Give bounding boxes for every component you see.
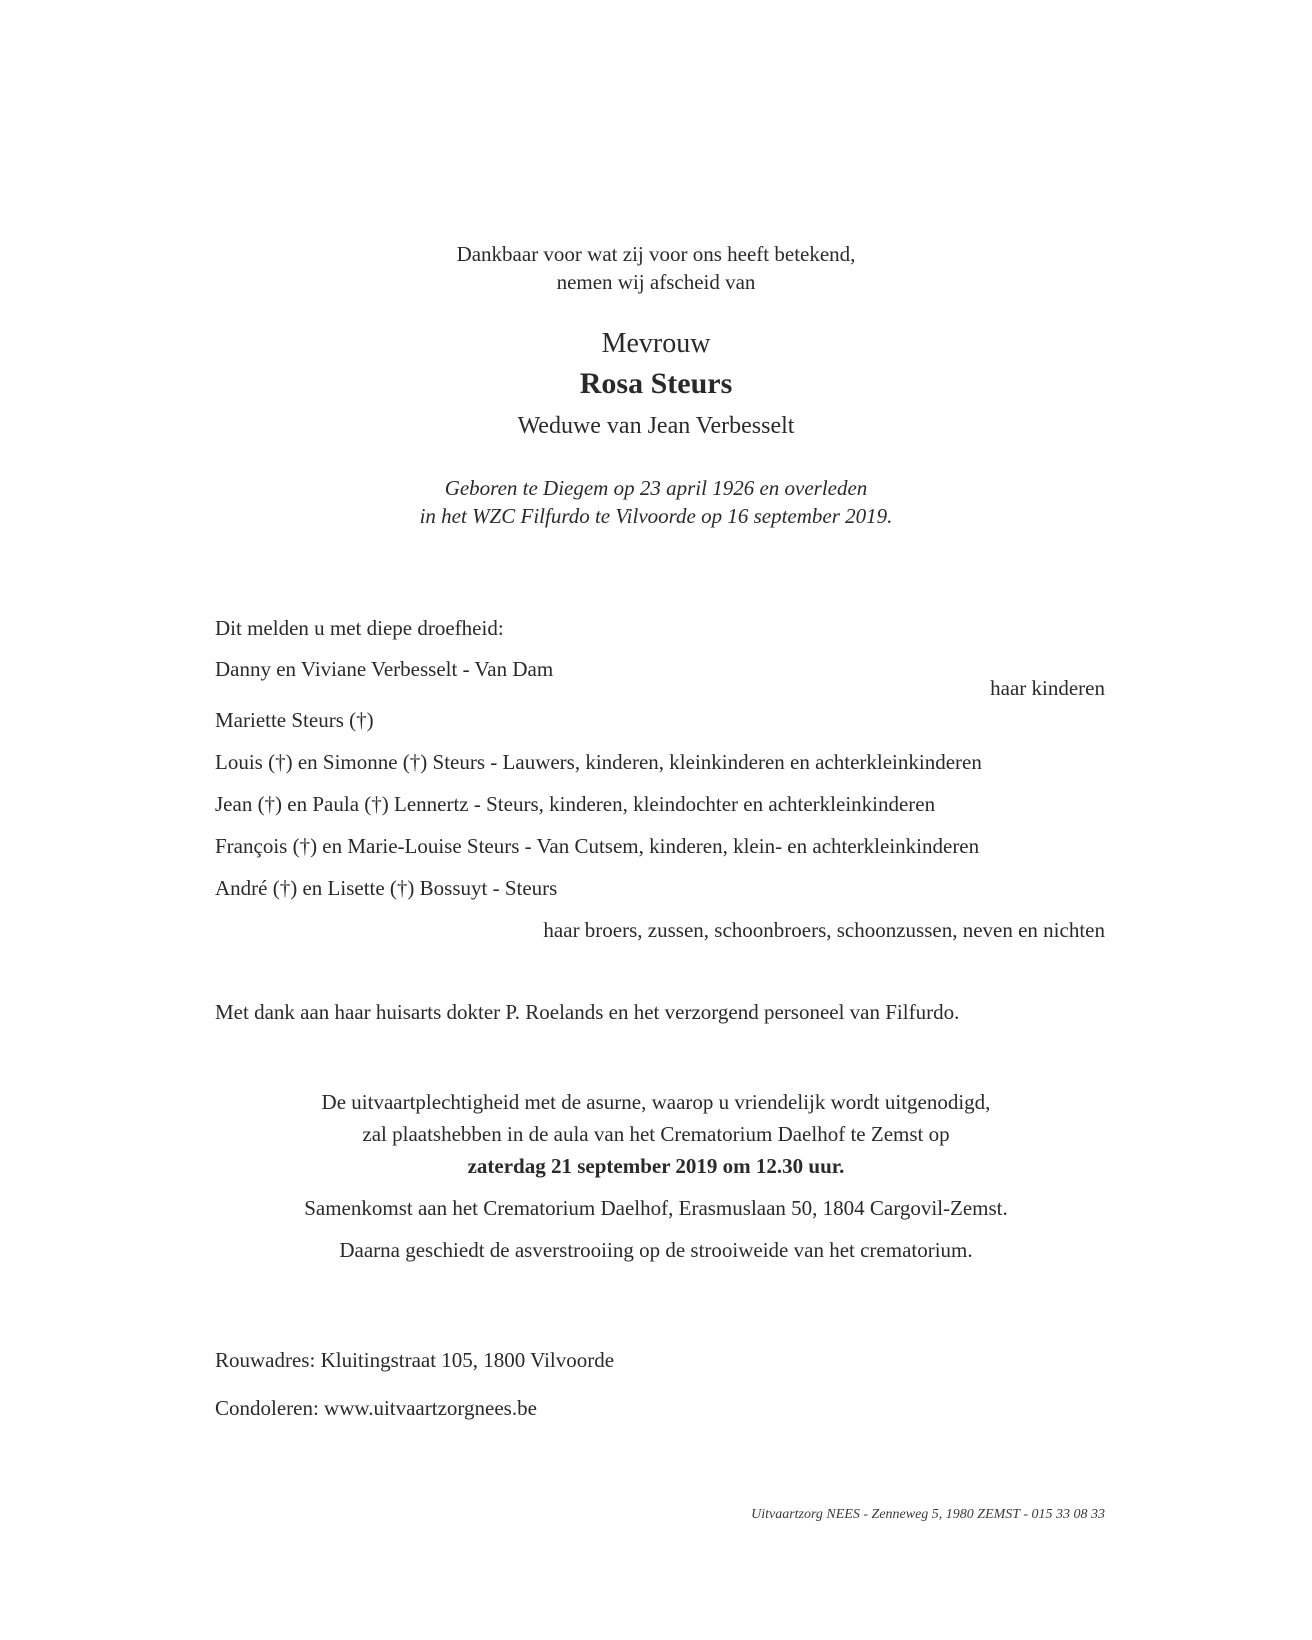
- sibling-entry: Mariette Steurs (†): [215, 708, 374, 732]
- announcement-heading: Dit melden u met diepe droefheid:: [215, 616, 504, 640]
- sibling-entry: Louis (†) en Simonne (†) Steurs - Lauwers, kinderen, kleinkinderen en achterkleinkinderen: [215, 750, 982, 774]
- intro-line-1: Dankbaar voor wat zij voor ons heeft betekend,: [456, 242, 856, 266]
- widow-of: Weduwe van Jean Verbesselt: [517, 413, 795, 439]
- children-relation: haar kinderen: [990, 676, 1105, 700]
- sibling-entry: François (†) en Marie-Louise Steurs - Van Cutsem, kinderen, klein- en achterkleinkinderen: [215, 834, 980, 858]
- ceremony-line-2: zal plaatshebben in de aula van het Crematorium Daelhof te Zemst op: [362, 1122, 950, 1146]
- funeral-home-footer: Uitvaartzorg NEES - Zenneweg 5, 1980 ZEMST - 015 33 08 33: [751, 1507, 1105, 1522]
- birth-death-line-1: Geboren te Diegem op 23 april 1926 en overleden: [444, 476, 868, 500]
- ceremony-line-1: De uitvaartplechtigheid met de asurne, waarop u vriendelijk wordt uitgenodigd,: [321, 1090, 991, 1114]
- thanks-note: Met dank aan haar huisarts dokter P. Roelands en het verzorgend personeel van Filfurdo.: [215, 1000, 960, 1024]
- birth-death-line-2: in het WZC Filfurdo te Vilvoorde op 16 september 2019.: [419, 504, 893, 528]
- ceremony-date: zaterdag 21 september 2019 om 12.30 uur.: [467, 1154, 845, 1178]
- condolence-link[interactable]: Condoleren: www.uitvaartzorgnees.be: [215, 1396, 537, 1420]
- mourning-address: Rouwadres: Kluitingstraat 105, 1800 Vilvoorde: [215, 1348, 615, 1372]
- sibling-entry: Jean (†) en Paula (†) Lennertz - Steurs, kinderen, kleindochter en achterkleinkinderen: [215, 792, 936, 816]
- sibling-entry: André (†) en Lisette (†) Bossuyt - Steurs: [215, 876, 558, 900]
- intro-line-2: nemen wij afscheid van: [556, 270, 756, 294]
- salutation: Mevrouw: [601, 328, 711, 359]
- scattering-note: Daarna geschiedt de asverstrooiing op de strooiweide van het crematorium.: [339, 1238, 973, 1262]
- gathering-note: Samenkomst aan het Crematorium Daelhof, Erasmuslaan 50, 1804 Cargovil-Zemst.: [304, 1196, 1008, 1220]
- deceased-name: Rosa Steurs: [579, 367, 733, 400]
- children-names: Danny en Viviane Verbesselt - Van Dam: [215, 657, 554, 681]
- siblings-relation: haar broers, zussen, schoonbroers, schoonzussen, neven en nichten: [543, 918, 1105, 942]
